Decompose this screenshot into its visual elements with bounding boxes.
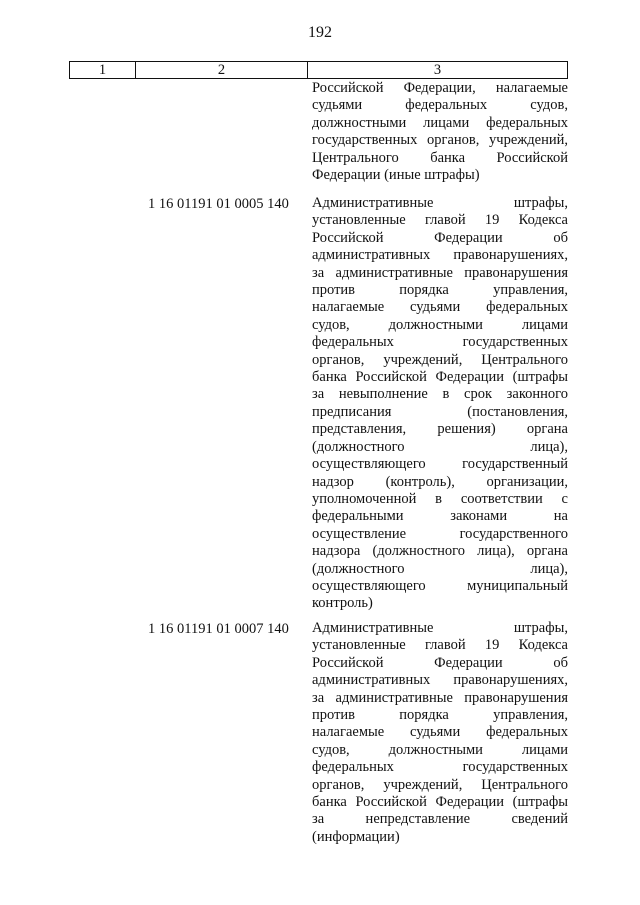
description-line: установленные главой 19 Кодекса [312, 637, 568, 654]
description-line: Российской Федерации об [312, 229, 568, 246]
column-header-1: 1 [70, 62, 136, 78]
description-line: административных правонарушениях, [312, 247, 568, 264]
description-line: федеральных государственных [312, 759, 568, 776]
description-line: установленные главой 19 Кодекса [312, 212, 568, 229]
page-number: 192 [308, 24, 332, 41]
description-line: надзор (контроль), организации, [312, 473, 568, 490]
description-line: (должностного лица), [312, 438, 568, 455]
description-line: контроль) [312, 595, 373, 612]
description-line: (информации) [312, 828, 400, 845]
description-line: за административные правонарушения [312, 264, 568, 281]
description-line: против порядка управления, [312, 707, 568, 724]
column-header-3: 3 [433, 61, 442, 78]
description-line: предписания (постановления, [312, 403, 568, 420]
description-line: осуществляющего муниципальный [312, 577, 568, 594]
description-line: Административные штрафы, [312, 620, 568, 636]
description-line: уполномоченной в соответствии с [312, 490, 568, 507]
description-line: налагаемые судьями федеральных [312, 724, 568, 741]
description-line: административных правонарушениях, [312, 672, 568, 689]
table-row-continuation-description [312, 80, 568, 184]
description-line: органов, учреждений, Центрального [312, 351, 568, 368]
description-line: против порядка управления, [312, 282, 568, 299]
table-row-2-code: 1 16 01191 01 0007 140 [148, 621, 289, 637]
description-line: за невыполнение в срок законного [312, 386, 568, 403]
description-line: должностными лицами федеральных [312, 114, 568, 131]
description-line: Федерации (иные штрафы) [312, 167, 480, 184]
description-line: за административные правонарушения [312, 689, 568, 706]
column-header-2: 2 [136, 62, 308, 78]
description-line: за непредставление сведений [312, 811, 568, 828]
description-line: органов, учреждений, Центрального [312, 776, 568, 793]
description-line: банка Российской Федерации (штрафы [312, 369, 568, 386]
description-line: федеральными законами на [312, 508, 568, 525]
description-line: Административные штрафы, [312, 195, 568, 211]
table-header-row [69, 61, 568, 79]
description-line: представления, решения) органа [312, 421, 568, 438]
table-row-1-description [312, 195, 568, 613]
description-line: судов, должностными лицами [312, 741, 568, 758]
description-line: налагаемые судьями федеральных [312, 299, 568, 316]
table-row-1-code: 1 16 01191 01 0005 140 [148, 196, 289, 212]
description-line: осуществляющего государственный [312, 456, 568, 473]
description-line: государственных органов, учреждений, [312, 132, 568, 149]
description-line: Российской Федерации об [312, 654, 568, 671]
description-line: федеральных государственных [312, 334, 568, 351]
table-row-2-description [312, 620, 568, 846]
description-line: осуществление государственного [312, 525, 568, 542]
description-line: судьями федеральных судов, [312, 97, 568, 114]
description-line: судов, должностными лицами [312, 316, 568, 333]
description-line: надзора (должностного лица), органа [312, 543, 568, 560]
description-line: банка Российской Федерации (штрафы [312, 794, 568, 811]
description-line: Российской Федерации, налагаемые [312, 80, 568, 96]
description-line: Центрального банка Российской [312, 149, 568, 166]
description-line: (должностного лица), [312, 560, 568, 577]
